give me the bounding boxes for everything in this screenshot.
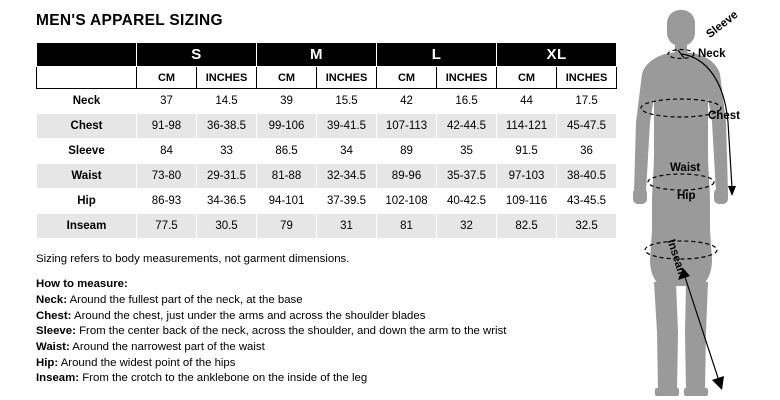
cell-neck-xl-in: 17.5 [557, 89, 617, 114]
measure-item-chest [36, 309, 626, 325]
cell-chest-m-in: 39-41.5 [317, 114, 377, 139]
cell-neck-m-in: 15.5 [317, 89, 377, 114]
cell-hip-m-cm: 94-101 [257, 189, 317, 214]
cell-sleeve-s-in: 33 [197, 139, 257, 164]
measure-text-neck: Around the fullest part of the neck, at the base [67, 294, 303, 307]
unit-corner-cell [37, 67, 137, 89]
unit-cell-m-in: INCHES [317, 67, 377, 89]
cell-chest-l-cm: 107-113 [377, 114, 437, 139]
cell-sleeve-l-cm: 89 [377, 139, 437, 164]
cell-waist-s-cm: 73-80 [137, 164, 197, 189]
measure-item-waist [36, 340, 626, 356]
measure-text-waist: Around the narrowest part of the waist [69, 340, 265, 353]
cell-inseam-m-cm: 79 [257, 214, 317, 239]
size-header-xl: XL [497, 43, 617, 67]
measure-text-inseam: From the crotch to the anklebone on the inside of the leg [79, 372, 368, 385]
size-table-body [37, 89, 617, 239]
cell-sleeve-m-cm: 86.5 [257, 139, 317, 164]
size-header-row [37, 43, 617, 67]
cell-hip-l-cm: 102-108 [377, 189, 437, 214]
cell-waist-m-cm: 81-88 [257, 164, 317, 189]
cell-waist-l-in: 35-37.5 [437, 164, 497, 189]
cell-neck-l-cm: 42 [377, 89, 437, 114]
cell-inseam-xl-cm: 82.5 [497, 214, 557, 239]
page-title: MEN'S APPAREL SIZING [36, 12, 223, 29]
cell-waist-xl-cm: 97-103 [497, 164, 557, 189]
measure-term-neck: Neck: [36, 294, 68, 307]
body-figure-svg [620, 2, 780, 400]
cell-sleeve-xl-cm: 91.5 [497, 139, 557, 164]
how-to-measure-heading: How to measure: [36, 277, 128, 290]
cell-waist-xl-in: 38-40.5 [557, 164, 617, 189]
measure-text-sleeve: From the center back of the neck, across the shoulder, and down the arm to the wrist [75, 325, 507, 338]
sizing-note: Sizing refers to body measurements, not garment dimensions. [36, 253, 350, 265]
body-measurement-diagram [620, 2, 780, 400]
size-table-head [37, 43, 617, 89]
measure-text-hip: Around the widest point of the hips [58, 356, 236, 369]
measure-text-chest: Around the chest, just under the arms and across the shoulder blades [71, 309, 426, 322]
cell-waist-l-cm: 89-96 [377, 164, 437, 189]
cell-sleeve-s-cm: 84 [137, 139, 197, 164]
size-table [36, 42, 617, 239]
table-row [37, 114, 617, 139]
cell-hip-xl-cm: 109-116 [497, 189, 557, 214]
measure-term-inseam: Inseam: [36, 372, 80, 385]
row-label-neck: Neck [37, 89, 137, 114]
measure-term-waist: Waist: [36, 340, 70, 353]
label-sleeve: Sleeve [704, 8, 741, 41]
size-header-l: L [377, 43, 497, 67]
cell-inseam-s-cm: 77.5 [137, 214, 197, 239]
row-label-chest: Chest [37, 114, 137, 139]
cell-waist-m-in: 32-34.5 [317, 164, 377, 189]
cell-waist-s-in: 29-31.5 [197, 164, 257, 189]
cell-inseam-l-in: 32 [437, 214, 497, 239]
table-row [37, 189, 617, 214]
table-row [37, 139, 617, 164]
label-chest: Chest [708, 110, 740, 122]
unit-cell-s-cm: CM [137, 67, 197, 89]
cell-sleeve-l-in: 35 [437, 139, 497, 164]
cell-neck-l-in: 16.5 [437, 89, 497, 114]
measure-item-hip [36, 356, 626, 372]
measure-item-sleeve [36, 324, 626, 340]
label-hip: Hip [677, 190, 696, 202]
size-header-m: M [257, 43, 377, 67]
cell-chest-xl-in: 45-47.5 [557, 114, 617, 139]
measure-item-neck [36, 293, 626, 309]
unit-cell-xl-cm: CM [497, 67, 557, 89]
unit-cell-m-cm: CM [257, 67, 317, 89]
table-row [37, 214, 617, 239]
cell-neck-m-cm: 39 [257, 89, 317, 114]
cell-chest-s-in: 36-38.5 [197, 114, 257, 139]
row-label-waist: Waist [37, 164, 137, 189]
cell-hip-s-in: 34-36.5 [197, 189, 257, 214]
cell-inseam-s-in: 30.5 [197, 214, 257, 239]
cell-neck-xl-cm: 44 [497, 89, 557, 114]
unit-cell-l-cm: CM [377, 67, 437, 89]
cell-hip-l-in: 40-42.5 [437, 189, 497, 214]
table-row [37, 164, 617, 189]
label-neck: Neck [698, 48, 726, 60]
table-row [37, 89, 617, 114]
cell-inseam-xl-in: 32.5 [557, 214, 617, 239]
cell-chest-l-in: 42-44.5 [437, 114, 497, 139]
measure-term-hip: Hip: [36, 356, 59, 369]
measure-item-inseam [36, 371, 626, 387]
table-corner-cell [37, 43, 137, 67]
body-silhouette [633, 10, 728, 396]
row-label-inseam: Inseam [37, 214, 137, 239]
label-inseam: Inseam [664, 238, 689, 280]
size-table-container [36, 42, 616, 239]
cell-chest-s-cm: 91-98 [137, 114, 197, 139]
label-waist: Waist [670, 162, 701, 174]
row-label-hip: Hip [37, 189, 137, 214]
cell-hip-m-in: 37-39.5 [317, 189, 377, 214]
size-header-s: S [137, 43, 257, 67]
unit-cell-xl-in: INCHES [557, 67, 617, 89]
cell-sleeve-m-in: 34 [317, 139, 377, 164]
cell-chest-m-cm: 99-106 [257, 114, 317, 139]
cell-chest-xl-cm: 114-121 [497, 114, 557, 139]
unit-header-row [37, 67, 617, 89]
cell-hip-s-cm: 86-93 [137, 189, 197, 214]
cell-neck-s-cm: 37 [137, 89, 197, 114]
row-label-sleeve: Sleeve [37, 139, 137, 164]
measure-term-chest: Chest: [36, 309, 72, 322]
cell-inseam-l-cm: 81 [377, 214, 437, 239]
cell-sleeve-xl-in: 36 [557, 139, 617, 164]
cell-neck-s-in: 14.5 [197, 89, 257, 114]
cell-inseam-m-in: 31 [317, 214, 377, 239]
cell-hip-xl-in: 43-45.5 [557, 189, 617, 214]
measure-term-sleeve: Sleeve: [36, 325, 76, 338]
notes-section [36, 252, 626, 387]
unit-cell-l-in: INCHES [437, 67, 497, 89]
unit-cell-s-in: INCHES [197, 67, 257, 89]
